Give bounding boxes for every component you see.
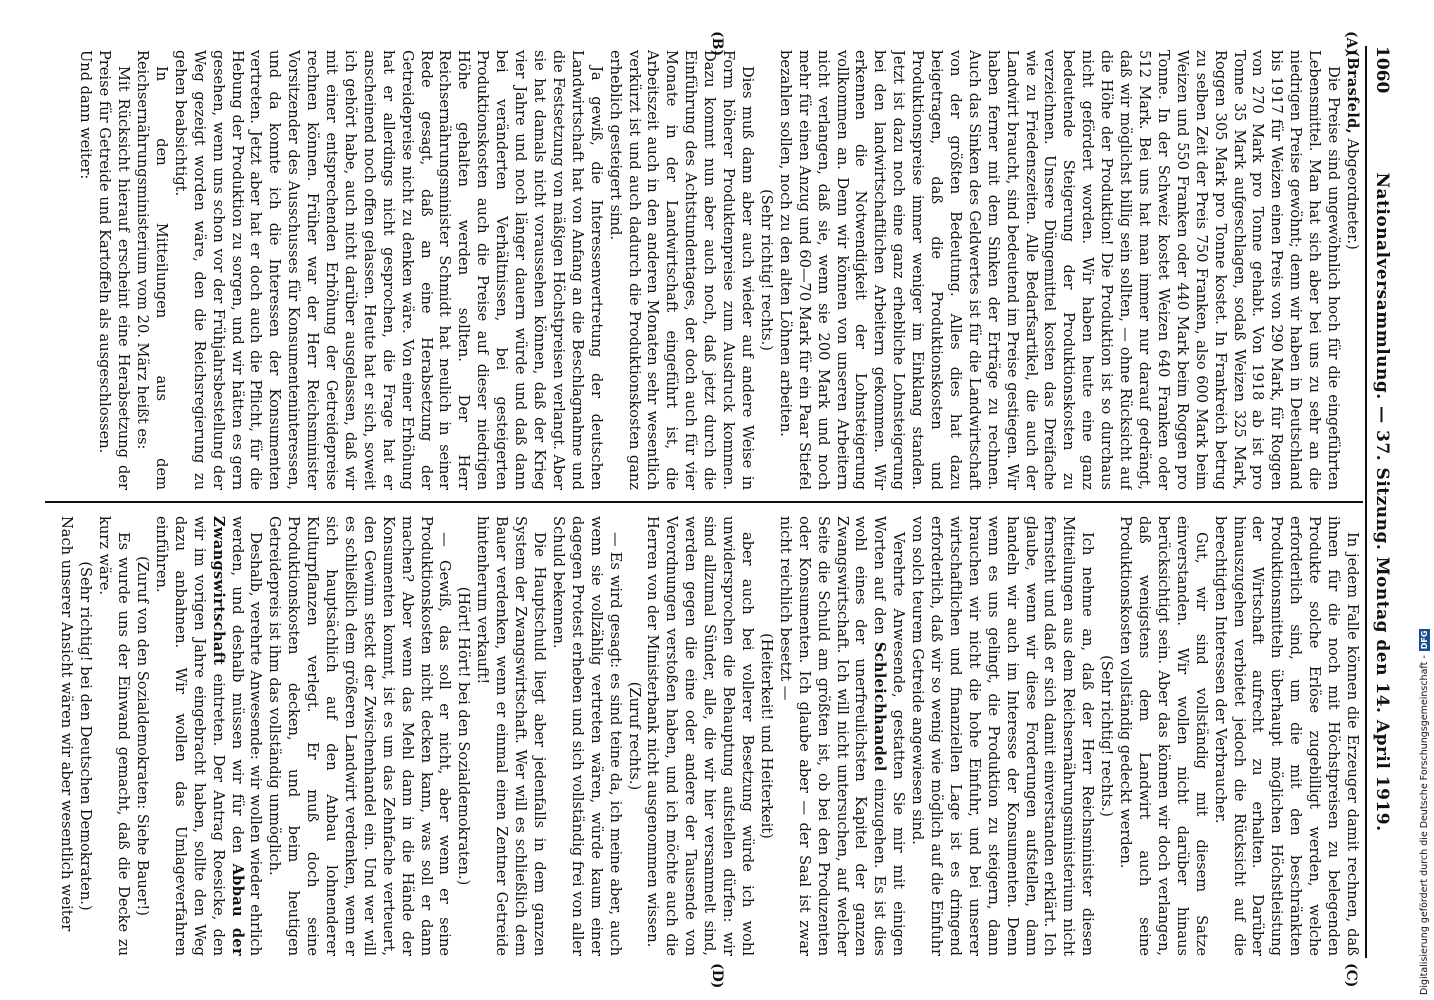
paragraph — [264, 516, 453, 956]
page-title: Nationalversammlung. — 37. Sitzung. Montag den 14. April 1919. — [1372, 172, 1392, 832]
paragraph-text: — Es wird gesagt: es sind teine da, ich meine aber, auch wenn sie vollzählig vertreten wären, würde kaum einer dagegen Protest erheben und sich vollständig frei von aller Schuld bekennen. — [549, 516, 624, 956]
paragraph-text: (Sehr richtig! rechts.) — [757, 189, 775, 351]
paragraph — [548, 516, 624, 956]
paragraph — [75, 50, 94, 490]
margin-mark-b: (B) — [709, 31, 725, 57]
paragraph-text: Es wurde uns der Einwand gemacht, daß die Decke zu kurz wäre. — [96, 516, 133, 956]
paragraph-text: In jedem Falle können die Erzeuger damit rechnen, daß ihnen für die noch mit Höchstpreisen zu belegenden Produkte solche Erlöse zugebilligt werden, welche erforderlich sind, um die mit den beschränkten Produktionsmitteln überhaupt möglichen Höchstleistung der Wirtschaft aufrecht zu erhalten. Darüber hinauszugehen verbietet jedoch die Rücksicht auf die berechtigten Interessen der Verbraucher. — [1211, 516, 1361, 956]
paragraph-text: Und dann weiter: — [77, 50, 95, 180]
paragraph — [1210, 516, 1361, 956]
paragraph-text: Abgeordneter.) — [1344, 134, 1361, 250]
paragraph — [94, 516, 132, 956]
margin-mark-a: (A) — [1343, 31, 1359, 56]
paragraph — [624, 516, 643, 956]
column-divider — [45, 501, 1363, 503]
paragraph — [1096, 516, 1115, 956]
paragraph-text: Gut, wir sind vollständig mit diesem Satze einverstanden. Wir wollen nicht darüber hinaus berücksichtigt sein. Aber das können wir doch verlangen, daß wenigstens dem Landwirt auch seine Produktionskosten vollständig gedeckt werden. — [1117, 516, 1210, 956]
margin-mark-c: (C) — [1343, 963, 1359, 988]
paragraph — [75, 516, 94, 956]
emphasis: Schleichhandel — [871, 641, 889, 772]
paragraph — [756, 516, 775, 956]
paragraph — [775, 50, 1342, 490]
paragraph — [56, 516, 75, 956]
paragraph-text: eintreten. Der Antrag Roesicke, den wir im vorigen Jahre eingebracht haben, sollte den Weg dazu anbahnen. Wir wollen das Umlageverfahren einführen. — [152, 516, 227, 956]
paragraph — [756, 50, 775, 490]
paragraph-text: Mit Rücksicht hierauf erscheint eine Herabsetzung der Preise für Getreide und Kartoffeln als ausgeschlossen. — [96, 50, 133, 490]
paragraph-text: (Zuruf rechts.) — [625, 681, 643, 791]
paragraph-text: Die Preise sind ungewöhnlich hoch für die eingeführten Lebensmittel. Man hat sich aber bei uns zu sehr an die niedrigen Preise gewöhnt; denn wir haben in Deutschland bis 1917 für Weizen einen Preis von 290 Mark, für Roggen von 270 Mark pro Tonne gehabt. Von 1918 ab ist pro Tonne 35 Mark aufgeschlagen, sodaß Weizen 325 Mark, Roggen 305 Mark pro Tonne kostet. In Frankreich betrug zu selben Zeit der Preis 750 Franken, also 600 Mark beim Weizen und 550 Franken oder 440 Mark beim Roggen pro Tonne. In der Schweiz kostet Weizen 640 Franken oder 512 Mark. Bei uns hat man immer nur darauf gedrängt, daß wir möglichst billig sein sollten, — ohne Rücksicht auf die Höhe der Produktion! Die Produktion ist so durchaus nicht gefördert worden. Wir haben heute eine ganz bedeutende Steigerung der Produktionskosten zu verzeichnen. Unsere Düngemittel kosten das Dreifache wie zu Friedenszeiten. Alle Bedarfsartikel, die auch der Landwirt braucht, sind bedeutend im Preise gestiegen. Wir haben ferner mit dem Sinken der Erträge zu rechnen. Auch das Sinken des Geldwertes ist für die Landwirtschaft von der größten Bedeutung. Alles dies hat dazu beigetragen, daß die Produktionskosten und Produktionspreise immer weniger im Einklang standen. Jetzt ist dazu noch eine ganz erhebliche Lohnsteigerung bei den landwirtschaftlichen Arbeitern gekommen. Wir erkennen die Notwendigkeit der Lohnsteigerung vollkommen an. Denn wir können von unseren Arbeitern nicht verlangen, daß sie, wenn sie 200 Mark und noch mehr für einen Anzug und 60—70 Mark für ein Paar Stiefel bezahlen sollen, noch zu den alten Löhnen arbeiten. — [776, 50, 1343, 490]
paragraph — [1342, 50, 1361, 490]
paragraph-text: Ja gewiß, die Interessenvertretung der deutschen Landwirtschaft hat von Anfang an die Beschlagnahme und die Festsetzung von mäßigen Höchstpreisen verlangt. Aber sie hat damals nicht voraussehen können, daß der Krieg vier Jahre und noch länger dauern würde und daß dann bei veränderten Verhältnissen, bei gesteigerten Produktionskosten auch die Preise auf dieser niedrigen Höhe gehalten werden sollten. Der Herr Reichsernährungsminister Schmidt hat neulich in seiner Rede gesagt, daß an eine Herabsetzung der Getreidepreise nicht zu denken wäre. Von einer Erhöhung hat er allerdings nicht gesprochen, die Frage hat er anscheinend noch offen gelassen. Heute hat er sich, soweit ich gehört habe, auch nicht darüber ausgelassen, daß wir mit einer entsprechenden Erhöhung der Getreidepreise rechnen können. Früher war der Herr Reichsminister Vorsitzender des Ausschusses für Konsumenteninteressen, und da konnte ich die Interessen der Konsumenten vertreten. Jetzt aber hat er doch auch die Pflicht, für die Hebung der Produktion zu sorgen, und wir hätten es gern gesehen, wenn uns schon vor der Frühjahrsbestellung der Weg gezeigt worden wäre, den die Reichsregierung zu gehen beabsichtigt. — [171, 50, 605, 490]
paragraph-text: (Hört! Hört! bei den Sozialdemokraten.) — [455, 586, 473, 886]
emphasis: Abbau der Zwangswirtschaft — [209, 516, 246, 956]
paragraph — [472, 516, 548, 956]
dfg-logo: DFG — [1420, 630, 1429, 650]
paragraph-text: einzugehen. Es ist dies wohl eines der unerfreulichsten Kapitel der ganzen Zwangswirtschaft. Ich will nicht untersuchen, auf welcher Seite die Schuld am größten ist, ob bei den Produzenten oder Konsumenten. Ich glaube aber — der Saal ist zwar nicht reichlich besetzt — — [776, 516, 889, 956]
paragraph-text: Ich nehme an, daß der Herr Reichsminister diesen Mitteilungen aus dem Reichsernährungsministerium nicht fernsteht und daß er sich damit einverstanden erklärt. Ich glaube, wenn wir diese Forderungen aufstellen, dann handeln wir auch im Interesse der Konsumenten. Denn wenn es uns gelingt, die Produktion zu steigern, dann brauchen wir nicht die hohe Einfuhr, und bei unserer wirtschaftlichen und finanziellen Lage ist es dringend erforderlich, daß wir so wenig wie möglich auf die Einfuhr von solch teurem Getreide angewiesen sind. — [909, 516, 1097, 956]
paragraph-text: — Gewiß, das soll er nicht, aber wenn er seine Produktionskosten nicht decken kann, was soll er dann machen? Aber wenn das Mehl dann in die Hände der Konsumenten kommt, ist es um das Zehnfache verteuert, den Gewinn steckt der Zwischenhandel ein. Und wer will es schließlich dem größeren Landwirt verdenken, wenn er sich hauptsächlich auf den Anbau lohnenderer Kulturpflanzen verlegt. Er muß doch seine Produktionskosten decken, und beim heutigen Getreidepreis ist ihm das vollständig unmöglich. — [266, 516, 454, 956]
right-column — [43, 516, 1361, 956]
paragraph — [907, 516, 1096, 956]
paragraph-text: Verehrte Anwesende, gestatten Sie mir mit einigen Worten auf den — [871, 516, 908, 956]
paragraph-text: (Heiterkeit! und Heiterkeit) — [757, 633, 775, 839]
footer-strip — [1416, 605, 1432, 995]
paragraph-text: Dies muß dann aber auch wieder auf andere Weise in Form höherer Produktenpreise zum Ausdruck kommen. Dazu kommt nun aber auch noch, daß jetzt durch die Einführung des Achtstundentages, der doch auch für vier Monate in der Landwirtschaft eingeführt ist, die Arbeitszeit auch in den anderen Monaten sehr wesentlich verkürzt ist und auch dadurch die Produktionskosten ganz erheblich gesteigert sind. — [606, 50, 756, 490]
paragraph — [605, 50, 756, 490]
paragraph — [1115, 516, 1210, 956]
footer-text: Digitalisierung gefördert durch die Deutsche Forschungsgemeinschaft - — [1419, 655, 1430, 995]
page-number: 1060 — [1372, 46, 1392, 94]
paragraph-text: Nach unserer Ansicht wären wir aber wesentlich weiter — [58, 516, 76, 932]
paragraph-text: (Sehr richtig! bei den Deutschen Demokraten.) — [77, 561, 95, 911]
speaker-name: (Brasfeld, — [1344, 50, 1361, 134]
left-column — [43, 50, 1361, 490]
paragraph — [775, 516, 907, 956]
paragraph-text: (Zuruf von den Sozialdemokraten: Siehe Bauer!) — [134, 556, 151, 916]
rotated-page — [23, 31, 1395, 989]
paragraph-text: (Sehr richtig! rechts.) — [1098, 655, 1116, 817]
footer-credit — [1417, 605, 1433, 995]
paragraph — [151, 516, 264, 956]
paragraph — [132, 50, 170, 490]
paragraph — [170, 50, 605, 490]
paragraph-text: aber auch bei vollerer Besetzung würde ich wohl unwidersprochen die Behauptung aufstellen dürfen: wir sind allzumal Sünder, alle, die wir hier versammelt sind, werden gegen die eine oder andere der Tausende von Verordnungen verstoßen haben, und ich möchte auch die Herren von der Ministerbank nicht ausgenommen wissen. — [644, 516, 756, 956]
paragraph — [94, 50, 132, 490]
paragraph-text: Die Hauptschuld liegt aber jedenfalls in dem ganzen System der Zwangswirtschaft. Wer will es schließlich dem Bauer verdenken, wenn er einmal einen Zentner Getreide hintenherum verkauft! — [474, 516, 549, 956]
paragraph-text: In den Mitteilungen aus dem Reichsernährungsministerium vom 20. März heißt es: — [134, 50, 170, 490]
paragraph — [643, 516, 756, 956]
page-header — [1365, 46, 1393, 958]
paragraph — [454, 516, 473, 956]
margin-mark-d: (D) — [709, 963, 725, 989]
paragraph — [132, 516, 151, 956]
paragraph-text: Deshalb, verehrte Anwesende: wir wollen wieder ehrlich werden, und deshalb müssen wir für den — [228, 516, 265, 956]
